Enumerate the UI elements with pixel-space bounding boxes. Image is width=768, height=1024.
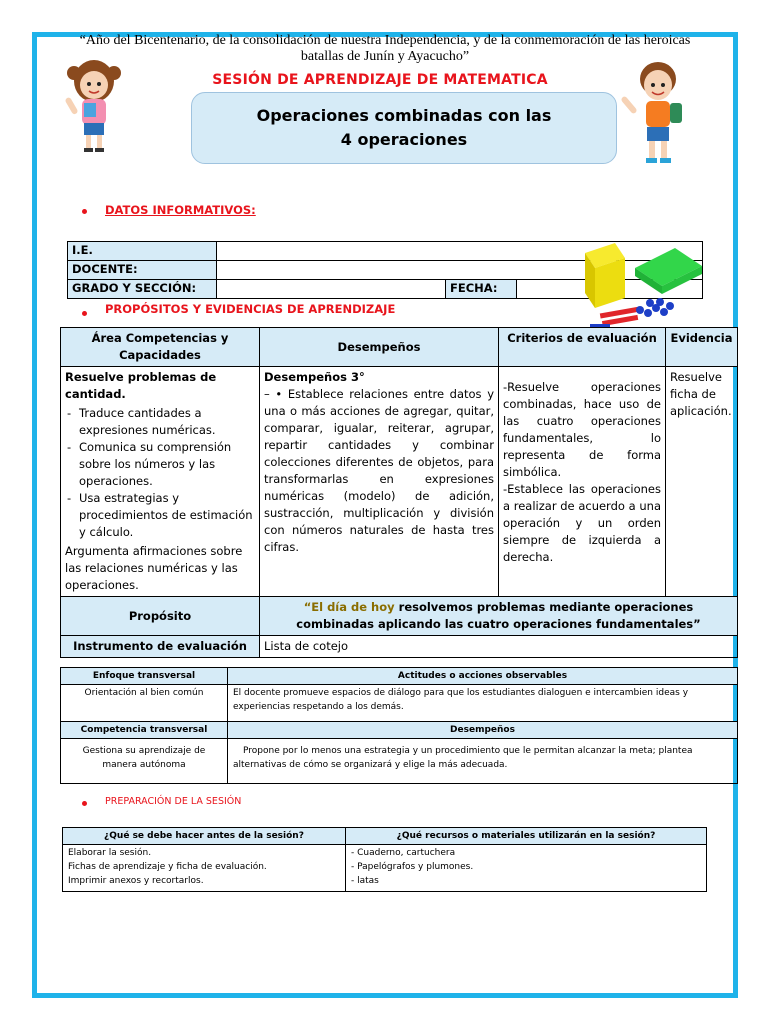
antes-cell <box>63 845 346 892</box>
recursos-header: ¿Qué recursos o materiales utilizarán en la sesión? <box>346 828 707 845</box>
criterios-cell <box>499 367 666 597</box>
proposito-text: resolvemos problemas mediante operaciones combinadas aplicando las cuatro operaciones fundamentales” <box>296 600 701 631</box>
antes-header: ¿Qué se debe hacer antes de la sesión? <box>63 828 346 845</box>
ie-label: I.E. <box>68 242 217 261</box>
datos-heading: DATOS INFORMATIVOS: <box>105 203 256 217</box>
enfoque-table <box>60 667 738 784</box>
header-area: Área Competencias y Capacidades <box>61 328 260 367</box>
recurso-item: - Cuaderno, cartuchera <box>351 848 456 858</box>
desempenos-transversal-header: Desempeños <box>228 722 738 739</box>
recurso-item: - Papelógrafos y plumones. <box>351 862 474 872</box>
header-desempenos: Desempeños <box>260 328 499 367</box>
main-table <box>60 327 738 658</box>
desempenos-title: Desempeños 3° <box>264 370 365 384</box>
enfoque-header: Enfoque transversal <box>61 668 228 685</box>
competencia: Resuelve problemas de cantidad. <box>65 370 217 401</box>
area-cell <box>61 367 260 597</box>
criterio-1: -Resuelve operaciones combinadas, hace uso de las cuatro operaciones fundamentales, lo representa de forma simbólica. <box>503 380 661 479</box>
topic-title: Operaciones combinadas con las 4 operaciones <box>191 92 617 164</box>
bullet <box>82 209 87 214</box>
capacidades-list <box>65 405 255 541</box>
antes-item: Elaborar la sesión. <box>68 848 152 858</box>
enfoque-value: Orientación al bien común <box>61 685 228 722</box>
preparacion-table <box>62 827 707 892</box>
bullet <box>82 311 87 316</box>
girl-illustration <box>60 55 130 155</box>
instrumento-label: Instrumento de evaluación <box>61 636 260 658</box>
proposito-hoy: “El día de hoy <box>303 600 395 614</box>
grado-label: GRADO Y SECCIÓN: <box>68 280 217 299</box>
proposito-cell <box>260 597 738 636</box>
preparacion-heading: PREPARACIÓN DE LA SESIÓN <box>105 796 242 807</box>
criterio-2: -Establece las operaciones a realizar de acuerdo a una operación y un orden siempre de izquierda a derecha. <box>503 482 661 564</box>
bullet <box>82 801 87 806</box>
motto: “Año del Bicentenario, de la consolidación de nuestra Independencia, y de la conmemoración de las heroicas batallas de Junín y Ayacucho” <box>79 33 691 64</box>
actitudes-header: Actitudes o acciones observables <box>228 668 738 685</box>
base-ten-blocks-illustration <box>580 238 705 336</box>
desempenos-text: – • Establece relaciones entre datos y una o más acciones de agregar, quitar, comparar, igualar, reiterar, agrupar, repartir cantidades y combinar colecciones diferentes de objetos, para transformarlas en expresiones numéricas (modelo) de adición, sustracción, multiplicación y división con números naturales de hasta tres cifras. <box>264 387 494 554</box>
header-criterios: Criterios de evaluación <box>499 328 666 367</box>
competencia-transversal-value: Gestiona su aprendizaje de manera autónoma <box>61 739 228 784</box>
antes-item: Imprimir anexos y recortarlos. <box>68 876 204 886</box>
desempeno-transversal-value: Propone por lo menos una estrategia y un procedimiento que le permitan alcanzar la meta; plantea alternativas de cómo se organizará y elige la más adecuada. <box>228 739 738 784</box>
boy-illustration <box>620 55 692 170</box>
propositos-heading: PROPÓSITOS Y EVIDENCIAS DE APRENDIZAJE <box>105 302 396 316</box>
evidencia-cell: Resuelve ficha de aplicación. <box>666 367 738 597</box>
instrumento-value: Lista de cotejo <box>260 636 738 658</box>
competencia-transversal-header: Competencia transversal <box>61 722 228 739</box>
capacidad-item: - Usa estrategias y procedimientos de estimación y cálculo. <box>79 490 255 541</box>
docente-label: DOCENTE: <box>68 261 217 280</box>
fecha-label: FECHA: <box>446 280 517 299</box>
capacidad-item: - Traduce cantidades a expresiones numéricas. <box>79 405 255 439</box>
recursos-cell <box>346 845 707 892</box>
capacidad-item: - Comunica su comprensión sobre los números y las operaciones. <box>79 439 255 490</box>
actitud-value: El docente promueve espacios de diálogo para que los estudiantes dialoguen e intercambien ideas y experiencias respetando a los demás. <box>228 685 738 722</box>
proposito-label: Propósito <box>61 597 260 636</box>
grado-value[interactable] <box>217 280 446 299</box>
header-evidencia: Evidencia <box>666 328 738 367</box>
session-title: SESIÓN DE APRENDIZAJE DE MATEMATICA <box>212 72 548 88</box>
antes-item: Fichas de aprendizaje y ficha de evaluación. <box>68 862 267 872</box>
recurso-item: - latas <box>351 876 379 886</box>
argumenta: Argumenta afirmaciones sobre las relaciones numéricas y las operaciones. <box>65 544 243 592</box>
desempenos-cell <box>260 367 499 597</box>
